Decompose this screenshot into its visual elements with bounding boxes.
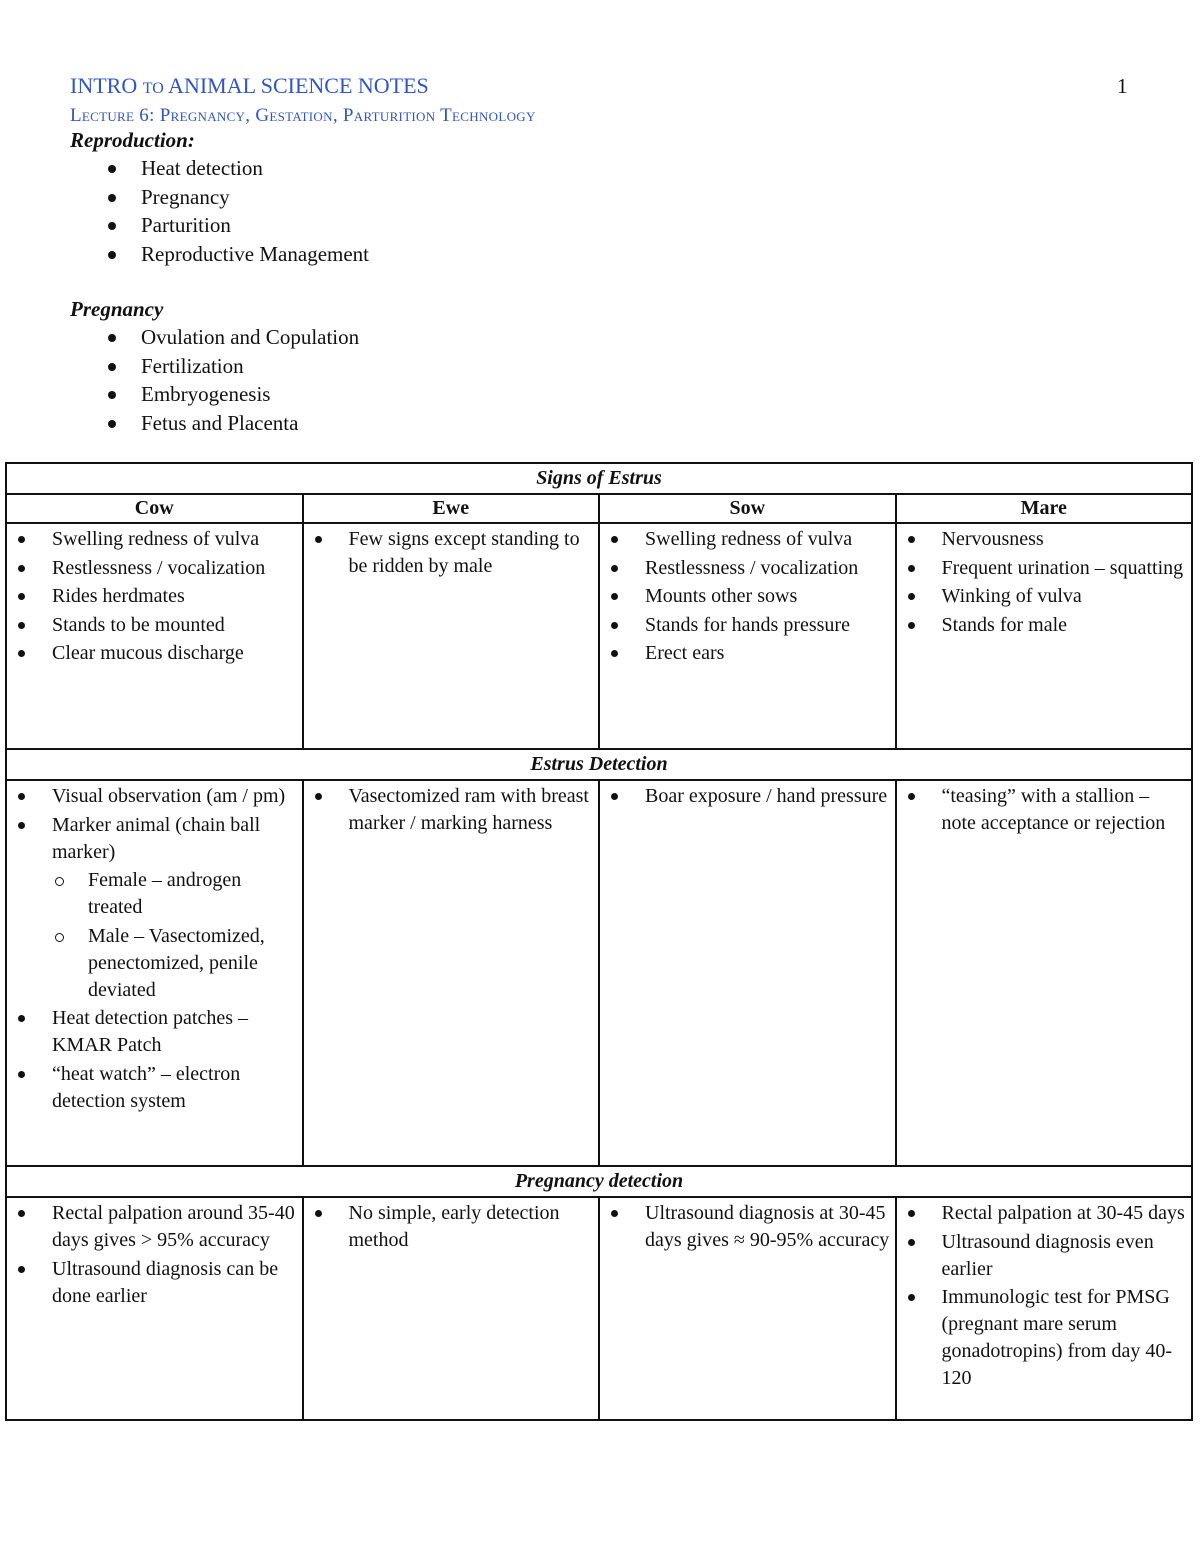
list-item: Ultrasound diagnosis at 30-45 days gives ≈ 90-95% accuracy (600, 1200, 891, 1254)
list-item: Few signs except standing to be ridden by male (304, 526, 595, 580)
table-cell (896, 780, 1193, 1166)
table-cell (896, 1197, 1193, 1420)
reproduction-list (70, 154, 369, 268)
cell-list (304, 781, 599, 837)
title-part-1: INTRO (70, 73, 143, 98)
cell-list (7, 1198, 302, 1310)
cell-list (600, 524, 895, 667)
table-cell (6, 1197, 303, 1420)
list-item: Swelling redness of vulva (600, 526, 891, 553)
list-item: Ovulation and Copulation (70, 323, 359, 352)
list-item: Swelling redness of vulva (7, 526, 298, 553)
list-item: Visual observation (am / pm) (7, 783, 298, 810)
cell-list (7, 524, 302, 667)
pregnancy-list (70, 323, 359, 437)
cell-list (600, 1198, 895, 1254)
list-item: Pregnancy (70, 183, 369, 212)
list-item: Winking of vulva (897, 583, 1188, 610)
list-item: No simple, early detection method (304, 1200, 595, 1254)
list-item: Vasectomized ram with breast marker / marking harness (304, 783, 595, 837)
list-item: Mounts other sows (600, 583, 891, 610)
list-item: “teasing” with a stallion – note acceptance or rejection (897, 783, 1188, 837)
list-item: Boar exposure / hand pressure (600, 783, 891, 810)
list-item: “heat watch” – electron detection system (7, 1061, 298, 1115)
table-cell (303, 1197, 600, 1420)
reproduction-section (70, 126, 369, 268)
table-cell (303, 523, 600, 749)
table-row (6, 523, 1192, 749)
list-item: Embryogenesis (70, 380, 359, 409)
column-header-cow: Cow (6, 494, 303, 523)
table-cell (599, 780, 896, 1166)
pregnancy-section (70, 295, 359, 437)
list-item: Rectal palpation around 35-40 days gives > 95% accuracy (7, 1200, 298, 1254)
table-row (6, 780, 1192, 1166)
estrus-table (5, 462, 1193, 1421)
list-item: Rides herdmates (7, 583, 298, 610)
table-cell (599, 523, 896, 749)
cell-list (897, 524, 1192, 639)
column-header-sow: Sow (599, 494, 896, 523)
list-item: Ultrasound diagnosis even earlier (897, 1229, 1188, 1283)
cell-list (897, 781, 1192, 837)
document-header (70, 72, 1070, 129)
cell-list (7, 781, 302, 1115)
table-cell (6, 780, 303, 1166)
table-cell (896, 523, 1193, 749)
list-item: Clear mucous discharge (7, 640, 298, 667)
list-item: Fetus and Placenta (70, 409, 359, 438)
section-title-detection: Estrus Detection (6, 749, 1192, 780)
cell-list (600, 781, 895, 810)
list-item: Fertilization (70, 352, 359, 381)
pregnancy-heading: Pregnancy (70, 297, 164, 321)
cell-list (897, 1198, 1192, 1392)
list-item: Heat detection (70, 154, 369, 183)
cell-list (304, 1198, 599, 1254)
list-item: Restlessness / vocalization (600, 555, 891, 582)
column-header-ewe: Ewe (303, 494, 600, 523)
list-item: Stands to be mounted (7, 612, 298, 639)
list-item: Erect ears (600, 640, 891, 667)
list-item: Stands for male (897, 612, 1188, 639)
page-number: 1 (1117, 74, 1128, 98)
sub-list-item: Male – Vasectomized, penectomized, penile deviated (7, 923, 298, 1004)
list-item: Stands for hands pressure (600, 612, 891, 639)
table-row (6, 1197, 1192, 1420)
title-part-2: ANIMAL SCIENCE NOTES (163, 73, 429, 98)
lecture-subtitle: Lecture 6: Pregnancy, Gestation, Parturition Technology (70, 105, 536, 126)
table-cell (6, 523, 303, 749)
reproduction-heading: Reproduction: (70, 128, 195, 152)
table-cell (303, 780, 600, 1166)
document-title (70, 72, 1070, 103)
cell-list (304, 524, 599, 580)
table-cell (599, 1197, 896, 1420)
title-small-word: TO (142, 80, 164, 97)
list-item: Restlessness / vocalization (7, 555, 298, 582)
list-item: Nervousness (897, 526, 1188, 553)
section-title-pregnancy: Pregnancy detection (6, 1166, 1192, 1197)
list-item: Marker animal (chain ball marker) (7, 812, 298, 866)
sub-list-item: Female – androgen treated (7, 867, 298, 921)
column-header-mare: Mare (896, 494, 1193, 523)
list-item: Parturition (70, 211, 369, 240)
list-item: Heat detection patches – KMAR Patch (7, 1005, 298, 1059)
list-item: Immunologic test for PMSG (pregnant mare serum gonadotropins) from day 40-120 (897, 1284, 1188, 1392)
section-title-signs: Signs of Estrus (6, 463, 1192, 494)
list-item: Rectal palpation at 30-45 days (897, 1200, 1188, 1227)
list-item: Reproductive Management (70, 240, 369, 269)
list-item: Frequent urination – squatting (897, 555, 1188, 582)
list-item: Ultrasound diagnosis can be done earlier (7, 1256, 298, 1310)
